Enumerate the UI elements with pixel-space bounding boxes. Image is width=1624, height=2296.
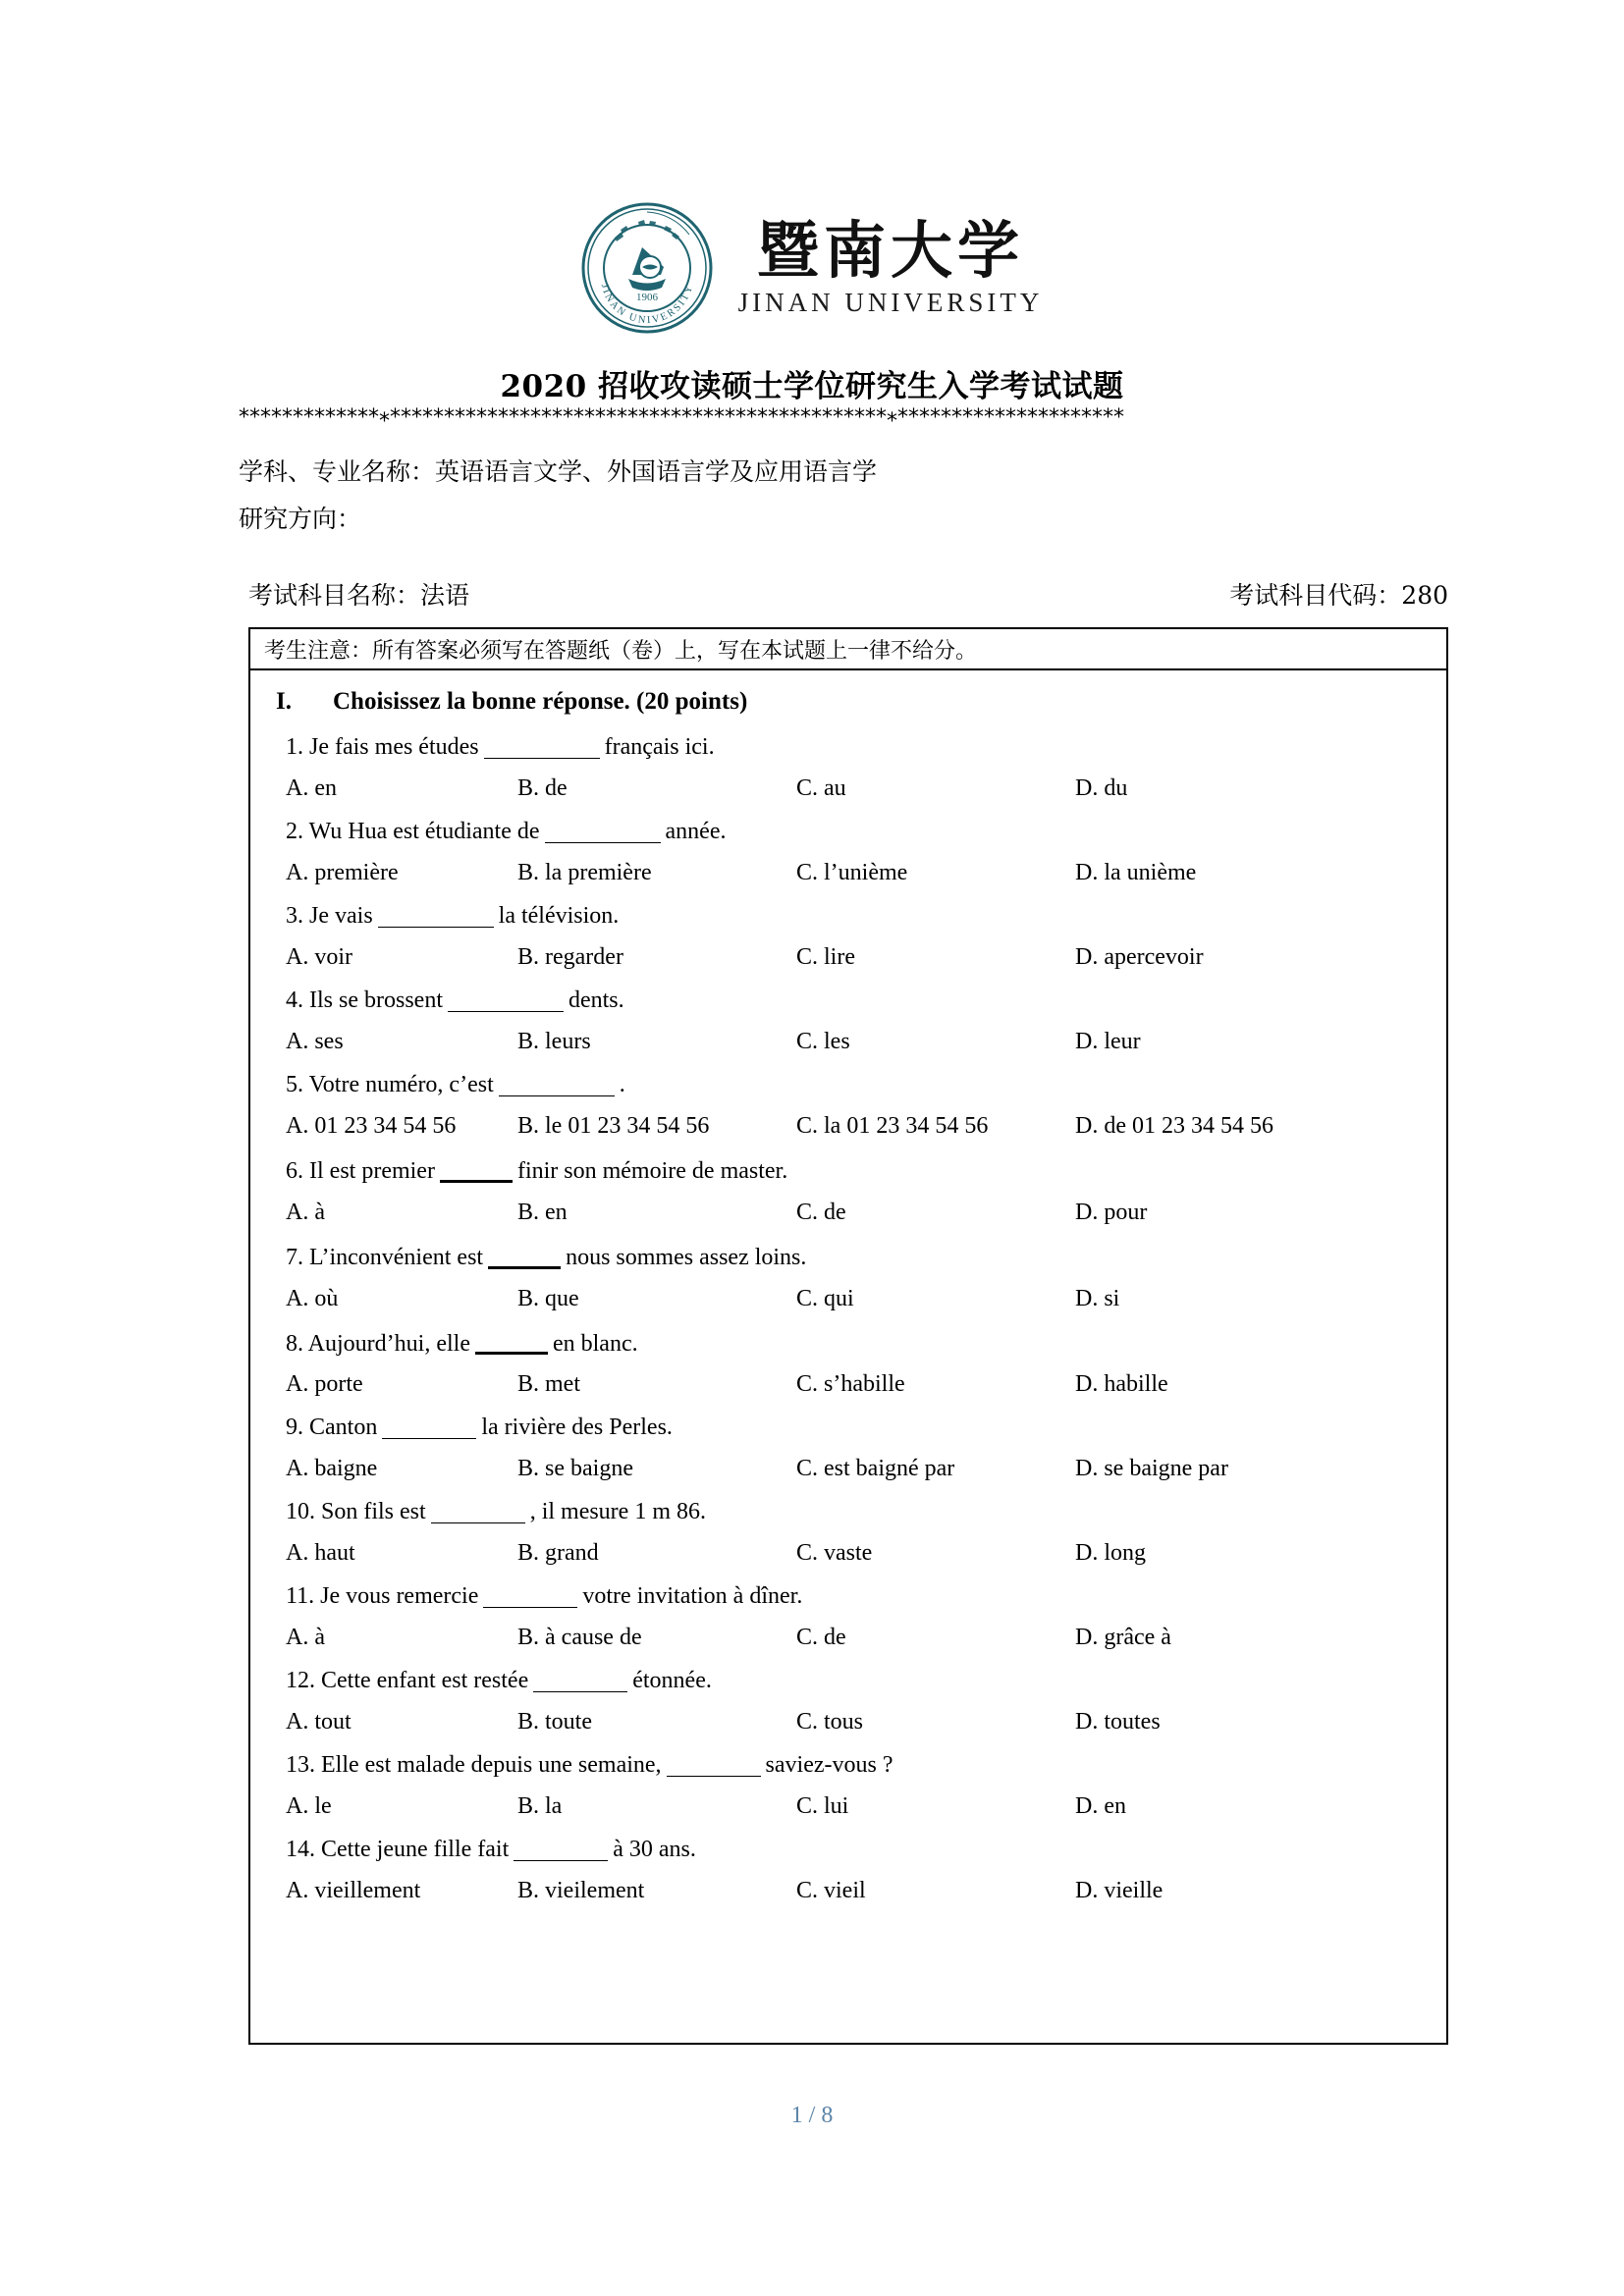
- question-options-row: [250, 776, 1446, 800]
- option-choice[interactable]: B. grand: [517, 1540, 599, 1567]
- question-stem-pre: 10. Son fils est: [286, 1499, 426, 1525]
- wordmark-english: JINAN UNIVERSITY: [737, 287, 1044, 317]
- section-number: I.: [276, 688, 292, 715]
- question-stem-pre: 14. Cette jeune fille fait: [286, 1837, 510, 1863]
- option-choice[interactable]: C. de: [796, 1625, 846, 1651]
- question-stem-pre: 6. Il est premier: [286, 1157, 435, 1184]
- question-stem-pre: 1. Je fais mes études: [286, 734, 479, 760]
- option-choice[interactable]: D. grâce à: [1075, 1625, 1171, 1651]
- asterisk-run-3: *********************: [897, 406, 1124, 430]
- option-choice[interactable]: C. qui: [796, 1285, 854, 1311]
- answer-blank[interactable]: [514, 1839, 608, 1862]
- option-choice[interactable]: C. tous: [796, 1709, 864, 1735]
- option-choice[interactable]: B. que: [517, 1285, 579, 1311]
- option-choice[interactable]: D. habille: [1075, 1371, 1168, 1398]
- question-stem-pre: 4. Ils se brossent: [286, 988, 443, 1013]
- questions-list: [250, 735, 1446, 1902]
- option-choice[interactable]: B. la: [517, 1793, 563, 1820]
- option-choice[interactable]: C. est baigné par: [796, 1456, 955, 1482]
- option-choice[interactable]: B. la première: [517, 860, 652, 885]
- option-choice[interactable]: B. regarder: [517, 944, 623, 970]
- subject-row: [248, 576, 1448, 612]
- option-choice[interactable]: B. se baigne: [517, 1456, 633, 1482]
- option-choice[interactable]: D. toutes: [1075, 1709, 1161, 1735]
- question-stem: [250, 1669, 1446, 1692]
- asterisk-run-1: *************: [239, 406, 379, 430]
- subject-name: 考试科目名称：法语: [248, 581, 470, 610]
- answer-blank[interactable]: [484, 735, 600, 759]
- option-choice[interactable]: A. 01 23 34 54 56: [286, 1113, 457, 1139]
- option-choice[interactable]: C. lui: [796, 1793, 849, 1820]
- asterisk-run-2: **********************************************: [390, 406, 887, 430]
- option-choice[interactable]: C. vaste: [796, 1540, 873, 1567]
- question-options-row: [250, 1879, 1446, 1902]
- question-stem: [250, 1330, 1446, 1356]
- option-choice[interactable]: A. où: [286, 1285, 339, 1311]
- exam-title: 2020 招收攻读硕士学位研究生入学考试试题: [500, 369, 1124, 404]
- option-choice[interactable]: A. à: [286, 1199, 325, 1225]
- question-stem-post: finir son mémoire de master.: [516, 1157, 788, 1184]
- option-choice[interactable]: A. le: [286, 1793, 332, 1820]
- option-choice[interactable]: D. si: [1075, 1285, 1120, 1311]
- candidate-notice-box: [248, 627, 1448, 670]
- question-options-row: [250, 1541, 1446, 1565]
- question-options-row: [250, 861, 1446, 884]
- option-choice[interactable]: B. vieilement: [517, 1878, 645, 1904]
- wordmark-chinese: 暨南大学: [756, 213, 1024, 287]
- question-stem-pre: 13. Elle est malade depuis une semaine,: [286, 1752, 662, 1779]
- answer-blank[interactable]: [488, 1244, 561, 1269]
- question-stem-post: votre invitation à dîner.: [582, 1583, 803, 1610]
- option-choice[interactable]: A. à: [286, 1625, 325, 1651]
- option-choice[interactable]: B. à cause de: [517, 1625, 642, 1651]
- option-choice[interactable]: B. de: [517, 775, 568, 801]
- option-choice[interactable]: C. de: [796, 1199, 846, 1225]
- option-choice[interactable]: B. met: [517, 1371, 580, 1398]
- jinan-university-seal-icon: [581, 202, 713, 334]
- answer-blank[interactable]: [382, 1416, 476, 1440]
- svg-text:JINAN UNIVERSITY: JINAN UNIVERSITY: [598, 282, 696, 326]
- university-masthead: [0, 187, 1624, 348]
- option-choice[interactable]: D. en: [1075, 1793, 1126, 1820]
- question-options-row: [250, 1201, 1446, 1224]
- question-stem-post: la télévision.: [498, 903, 620, 929]
- question-options-row: [250, 1114, 1446, 1138]
- option-choice[interactable]: D. long: [1075, 1540, 1146, 1567]
- option-choice[interactable]: D. vieille: [1075, 1878, 1164, 1904]
- asterisk-separator: [239, 406, 1407, 430]
- question-stem-pre: 2. Wu Hua est étudiante de: [286, 819, 540, 844]
- question-options-row: [250, 945, 1446, 969]
- research-direction-line: 研究方向：: [239, 505, 362, 533]
- question-stem: [250, 1584, 1446, 1608]
- question-stem-post: nous sommes assez loins.: [566, 1244, 807, 1270]
- question-stem: [250, 1500, 1446, 1523]
- option-choice[interactable]: D. la unième: [1075, 860, 1197, 885]
- question-stem-post: , il mesure 1 m 86.: [529, 1499, 706, 1525]
- answer-blank[interactable]: [667, 1754, 761, 1778]
- answer-blank[interactable]: [448, 988, 564, 1012]
- option-choice[interactable]: B. leurs: [517, 1029, 591, 1054]
- option-choice[interactable]: A. vieillement: [286, 1878, 421, 1904]
- answer-blank[interactable]: [533, 1670, 627, 1693]
- option-choice[interactable]: C. vieil: [796, 1878, 866, 1904]
- university-wordmark: [737, 213, 1044, 317]
- question-stem-pre: 5. Votre numéro, c’est: [286, 1072, 494, 1097]
- option-choice[interactable]: A. haut: [286, 1540, 355, 1567]
- question-options-row: [250, 1626, 1446, 1649]
- subject-code: 考试科目代码：280: [1229, 581, 1448, 610]
- seal-year: 1906: [635, 291, 658, 303]
- question-stem-pre: 8. Aujourd’hui, elle: [286, 1330, 470, 1357]
- answer-blank[interactable]: [378, 904, 494, 928]
- question-options-row: [250, 1457, 1446, 1480]
- option-choice[interactable]: D. du: [1075, 775, 1128, 801]
- section-title: Choisissez la bonne réponse. (20 points): [333, 688, 748, 715]
- option-choice[interactable]: C. l’unième: [796, 860, 908, 885]
- option-choice[interactable]: C. au: [796, 775, 846, 801]
- question-stem-post: français ici.: [604, 734, 715, 760]
- question-stem-post: dents.: [568, 988, 624, 1013]
- option-choice[interactable]: A. en: [286, 775, 337, 801]
- question-stem-pre: 3. Je vais: [286, 903, 373, 929]
- question-stem-post: en blanc.: [552, 1330, 638, 1357]
- question-stem-post: étonnée.: [632, 1668, 712, 1694]
- answer-blank[interactable]: [440, 1157, 513, 1183]
- question-content-box: [248, 670, 1448, 2045]
- question-stem: [250, 1753, 1446, 1777]
- question-stem-pre: 12. Cette enfant est restée: [286, 1668, 529, 1694]
- question-stem: [250, 1838, 1446, 1861]
- option-choice[interactable]: D. apercevoir: [1075, 944, 1204, 970]
- option-choice[interactable]: A. voir: [286, 944, 352, 970]
- option-choice[interactable]: B. en: [517, 1199, 568, 1225]
- question-options-row: [250, 1710, 1446, 1734]
- question-options-row: [250, 1030, 1446, 1053]
- option-choice[interactable]: D. pour: [1075, 1199, 1148, 1225]
- option-choice[interactable]: A. ses: [286, 1029, 344, 1054]
- question-stem-post: la rivière des Perles.: [481, 1415, 673, 1441]
- option-choice[interactable]: C. les: [796, 1029, 850, 1054]
- question-stem-post: année.: [665, 819, 727, 844]
- question-stem-pre: 9. Canton: [286, 1415, 378, 1441]
- question-options-row: [250, 1287, 1446, 1310]
- question-stem: [250, 820, 1446, 843]
- question-stem: [250, 1157, 1446, 1183]
- option-choice[interactable]: C. lire: [796, 944, 855, 970]
- question-stem-post: à 30 ans.: [613, 1837, 696, 1863]
- question-stem-post: saviez-vous ?: [765, 1752, 893, 1779]
- asterisk-dip-1: *: [379, 409, 390, 431]
- question-stem: [250, 988, 1446, 1012]
- answer-blank[interactable]: [431, 1501, 525, 1524]
- major-line: 学科、专业名称：英语语言文学、外国语言学及应用语言学: [239, 457, 878, 486]
- page-number-footer: 1 / 8: [790, 2103, 834, 2128]
- asterisk-dip-2: *: [887, 409, 897, 431]
- answer-blank[interactable]: [499, 1073, 615, 1096]
- question-stem: [250, 1415, 1446, 1439]
- question-stem-pre: 11. Je vous remercie: [286, 1583, 479, 1610]
- option-choice[interactable]: A. baigne: [286, 1456, 378, 1482]
- option-choice[interactable]: B. toute: [517, 1709, 592, 1735]
- option-choice[interactable]: A. tout: [286, 1709, 352, 1735]
- question-stem-pre: 7. L’inconvénient est: [286, 1244, 484, 1270]
- question-stem-post: .: [619, 1072, 625, 1097]
- answer-blank[interactable]: [475, 1330, 548, 1356]
- option-choice[interactable]: A. première: [286, 860, 399, 885]
- option-choice[interactable]: A. porte: [286, 1371, 363, 1398]
- option-choice[interactable]: D. leur: [1075, 1029, 1141, 1054]
- option-choice[interactable]: C. s’habille: [796, 1371, 905, 1398]
- answer-blank[interactable]: [545, 820, 661, 843]
- option-choice[interactable]: C. la 01 23 34 54 56: [796, 1113, 989, 1139]
- option-choice[interactable]: D. de 01 23 34 54 56: [1075, 1113, 1273, 1139]
- question-stem: [250, 1244, 1446, 1269]
- question-stem: [250, 1073, 1446, 1096]
- option-choice[interactable]: D. se baigne par: [1075, 1456, 1228, 1482]
- candidate-notice-text: 考生注意：所有答案必须写在答题纸（卷）上，写在本试题上一律不给分。: [264, 638, 978, 664]
- question-stem: [250, 735, 1446, 759]
- answer-blank[interactable]: [483, 1585, 577, 1609]
- option-choice[interactable]: B. le 01 23 34 54 56: [517, 1113, 710, 1139]
- question-options-row: [250, 1372, 1446, 1396]
- question-stem: [250, 904, 1446, 928]
- question-options-row: [250, 1794, 1446, 1818]
- section-heading: [250, 688, 1446, 716]
